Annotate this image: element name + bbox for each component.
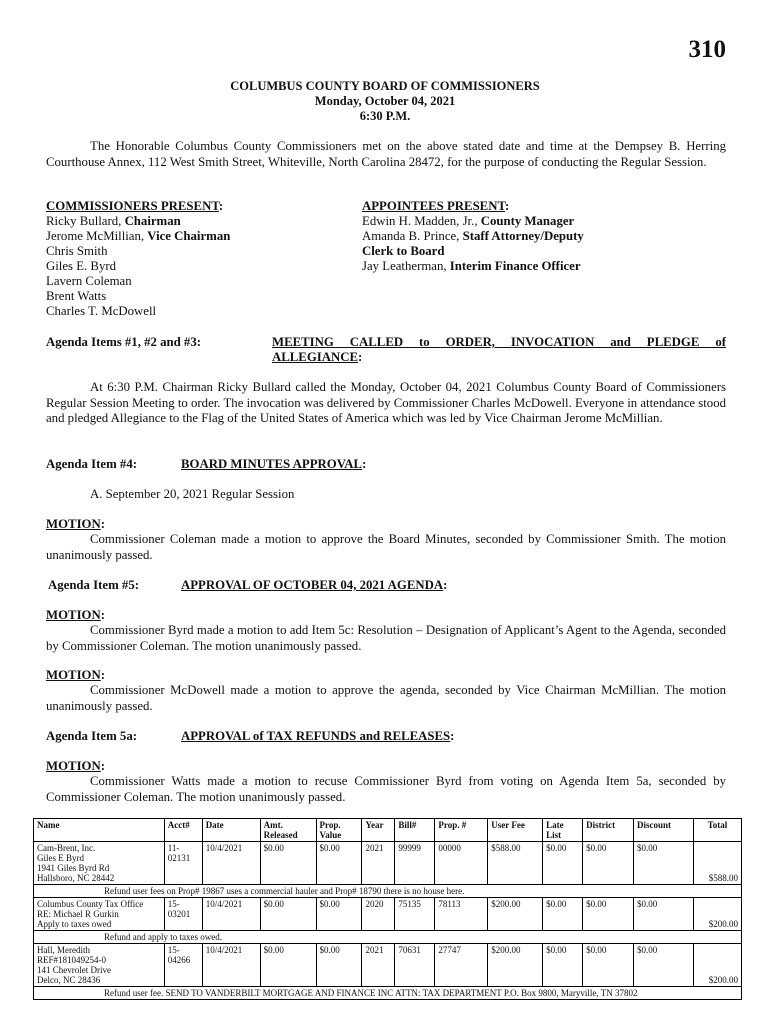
- page-number: 310: [688, 36, 726, 63]
- table-row: [34, 944, 742, 987]
- cell-name: Columbus County Tax Office RE: Michael R Gurkin Apply to taxes owed: [34, 898, 165, 931]
- header-line-1: COLUMBUS COUNTY BOARD OF COMMISSIONERS: [230, 79, 540, 93]
- cell-year: 2021: [362, 842, 395, 885]
- cell-user-fee: $200.00: [488, 898, 543, 931]
- motion-label-1: MOTION:: [46, 517, 106, 531]
- cell-total: $200.00: [693, 944, 741, 987]
- cell-prop-value: $0.00: [316, 842, 362, 885]
- motion-2-text: Commissioner Byrd made a motion to add Item 5c: Resolution – Designation of Applicant’s Agent to the Agenda, seconded by Commissioner Coleman. The motion unanimously passed.: [46, 623, 726, 653]
- cell-acct: 15- 04266: [164, 944, 202, 987]
- agenda-4-item-a: A. September 20, 2021 Regular Session: [90, 487, 295, 501]
- col-header: Date: [202, 819, 260, 842]
- cell-late: $0.00: [543, 944, 583, 987]
- cell-prop: 00000: [435, 842, 488, 885]
- cell-prop-value: $0.00: [316, 944, 362, 987]
- commissioner-2: Jerome McMillian, Vice Chairman: [46, 229, 231, 243]
- cell-date: 10/4/2021: [202, 898, 260, 931]
- commissioners-heading: COMMISSIONERS PRESENT: [46, 199, 219, 213]
- cell-user-fee: $588.00: [488, 842, 543, 885]
- cell-prop: 27747: [435, 944, 488, 987]
- cell-discount: $0.00: [634, 898, 694, 931]
- cell-bill: 75135: [395, 898, 435, 931]
- cell-district: $0.00: [583, 944, 634, 987]
- agenda-item-5-title: APPROVAL OF OCTOBER 04, 2021 AGENDA:: [181, 578, 448, 592]
- col-header: Discount: [634, 819, 694, 842]
- cell-bill: 70631: [395, 944, 435, 987]
- col-header: Name: [34, 819, 165, 842]
- motion-label-3: MOTION:: [46, 668, 106, 682]
- cell-acct: 15- 03201: [164, 898, 202, 931]
- cell-acct: 11- 02131: [164, 842, 202, 885]
- appointees-present: APPOINTEES PRESENT: Edwin H. Madden, Jr., County Manager Amanda B. Prince, Staff Attorney/Deputy Clerk to Board Jay Leatherman, Interim Finance Officer: [362, 199, 584, 273]
- commissioner-4: Giles E. Byrd: [46, 259, 117, 273]
- agenda-items-1-3-title: MEETING CALLED to ORDER, INVOCATION and PLEDGE of ALLEGIANCE:: [272, 335, 726, 364]
- motion-3-text: Commissioner McDowell made a motion to approve the agenda, seconded by Vice Chairman McMillian. The motion unanimously passed.: [46, 683, 726, 713]
- cell-name: Hall, Meredith REF#181049254-0 141 Chevrolet Drive Delco, NC 28436: [34, 944, 165, 987]
- cell-amt: $0.00: [260, 842, 316, 885]
- cell-late: $0.00: [543, 842, 583, 885]
- agenda-item-5a-title: APPROVAL of TAX REFUNDS and RELEASES:: [181, 729, 455, 743]
- col-header: Amt. Released: [260, 819, 316, 842]
- tax-refunds-table: [33, 818, 742, 1000]
- agenda-items-1-3-label: Agenda Items #1, #2 and #3:: [46, 335, 201, 349]
- table-row: [34, 842, 742, 885]
- commissioner-1: Ricky Bullard, Chairman: [46, 214, 181, 228]
- commissioner-3: Chris Smith: [46, 244, 108, 258]
- cell-discount: $0.00: [634, 944, 694, 987]
- header-line-3: 6:30 P.M.: [359, 109, 411, 123]
- commissioners-present: COMMISSIONERS PRESENT: Ricky Bullard, Chairman Jerome McMillian, Vice Chairman Chris Smith Giles E. Byrd Lavern Coleman Brent Watts Charles T. McDowell: [46, 199, 231, 318]
- cell-prop-value: $0.00: [316, 898, 362, 931]
- cell-year: 2020: [362, 898, 395, 931]
- commissioner-6: Brent Watts: [46, 289, 107, 303]
- col-header: Year: [362, 819, 395, 842]
- motion-1-text: Commissioner Coleman made a motion to approve the Board Minutes, seconded by Commissioner Smith. The motion unanimously passed.: [46, 532, 726, 562]
- appointee-3: Jay Leatherman, Interim Finance Officer: [362, 259, 581, 273]
- col-header: User Fee: [488, 819, 543, 842]
- table-header-row: [34, 819, 742, 842]
- appointees-heading: APPOINTEES PRESENT: [362, 199, 506, 213]
- cell-amt: $0.00: [260, 944, 316, 987]
- cell-bill: 99999: [395, 842, 435, 885]
- col-header: Prop. #: [435, 819, 488, 842]
- appointee-2-cont: Clerk to Board: [362, 244, 445, 258]
- cell-district: $0.00: [583, 898, 634, 931]
- commissioner-7: Charles T. McDowell: [46, 304, 157, 318]
- document-header: [0, 79, 770, 124]
- cell-user-fee: $200.00: [488, 944, 543, 987]
- agenda-item-5-label: Agenda Item #5:: [48, 578, 139, 592]
- motion-4-text: Commissioner Watts made a motion to recuse Commissioner Byrd from voting on Agenda Item 5a, seconded by Commissioner Coleman. The motion unanimously passed.: [46, 774, 726, 804]
- row-note: Refund user fee. SEND TO VANDERBILT MORTGAGE AND FINANCE INC ATTN: TAX DEPARTMENT P.O. Box 9800, Maryville, TN 37802: [34, 987, 742, 1000]
- col-header: Prop. Value: [316, 819, 362, 842]
- col-header: District: [583, 819, 634, 842]
- col-header: Bill#: [395, 819, 435, 842]
- cell-district: $0.00: [583, 842, 634, 885]
- cell-name: Cam-Brent, Inc. Giles E Byrd 1941 Giles Byrd Rd Hallsboro, NC 28442: [34, 842, 165, 885]
- intro-paragraph: The Honorable Columbus County Commissioners met on the above stated date and time at the Dempsey B. Herring Courthouse Annex, 112 West Smith Street, Whiteville, North Carolina 28472, for the purpose of conducting the Regular Session.: [46, 139, 726, 169]
- agenda-1-text: At 6:30 P.M. Chairman Ricky Bullard called the Monday, October 04, 2021 Columbus County Board of Commissioners Regular Session Meeting to order. The invocation was delivered by Commissioner Charles McDowell. Everyone in attendance stood and pledged Allegiance to the Flag of the United States of America which was led by Vice Chairman Jerome McMillian.: [46, 380, 726, 425]
- cell-date: 10/4/2021: [202, 842, 260, 885]
- table-note-row: [34, 987, 742, 1000]
- cell-amt: $0.00: [260, 898, 316, 931]
- col-header: Acct#: [164, 819, 202, 842]
- header-line-2: Monday, October 04, 2021: [314, 94, 456, 108]
- cell-discount: $0.00: [634, 842, 694, 885]
- cell-total: $588.00: [693, 842, 741, 885]
- cell-date: 10/4/2021: [202, 944, 260, 987]
- cell-total: $200.00: [693, 898, 741, 931]
- motion-label-2: MOTION:: [46, 608, 106, 622]
- commissioner-5: Lavern Coleman: [46, 274, 132, 288]
- cell-late: $0.00: [543, 898, 583, 931]
- table-note-row: [34, 885, 742, 898]
- appointee-2: Amanda B. Prince, Staff Attorney/Deputy: [362, 229, 584, 243]
- col-header: Late List: [543, 819, 583, 842]
- cell-year: 2021: [362, 944, 395, 987]
- row-note: Refund user fees on Prop# 19867 uses a commercial hauler and Prop# 18790 there is no house here.: [34, 885, 742, 898]
- table-note-row: [34, 931, 742, 944]
- table-row: [34, 898, 742, 931]
- cell-prop: 78113: [435, 898, 488, 931]
- col-header: Total: [693, 819, 741, 842]
- agenda-item-4-label: Agenda Item #4:: [46, 457, 137, 471]
- motion-label-4: MOTION:: [46, 759, 106, 773]
- row-note: Refund and apply to taxes owed.: [34, 931, 742, 944]
- agenda-item-4-title: BOARD MINUTES APPROVAL:: [181, 457, 367, 471]
- appointee-1: Edwin H. Madden, Jr., County Manager: [362, 214, 575, 228]
- agenda-item-5a-label: Agenda Item 5a:: [46, 729, 137, 743]
